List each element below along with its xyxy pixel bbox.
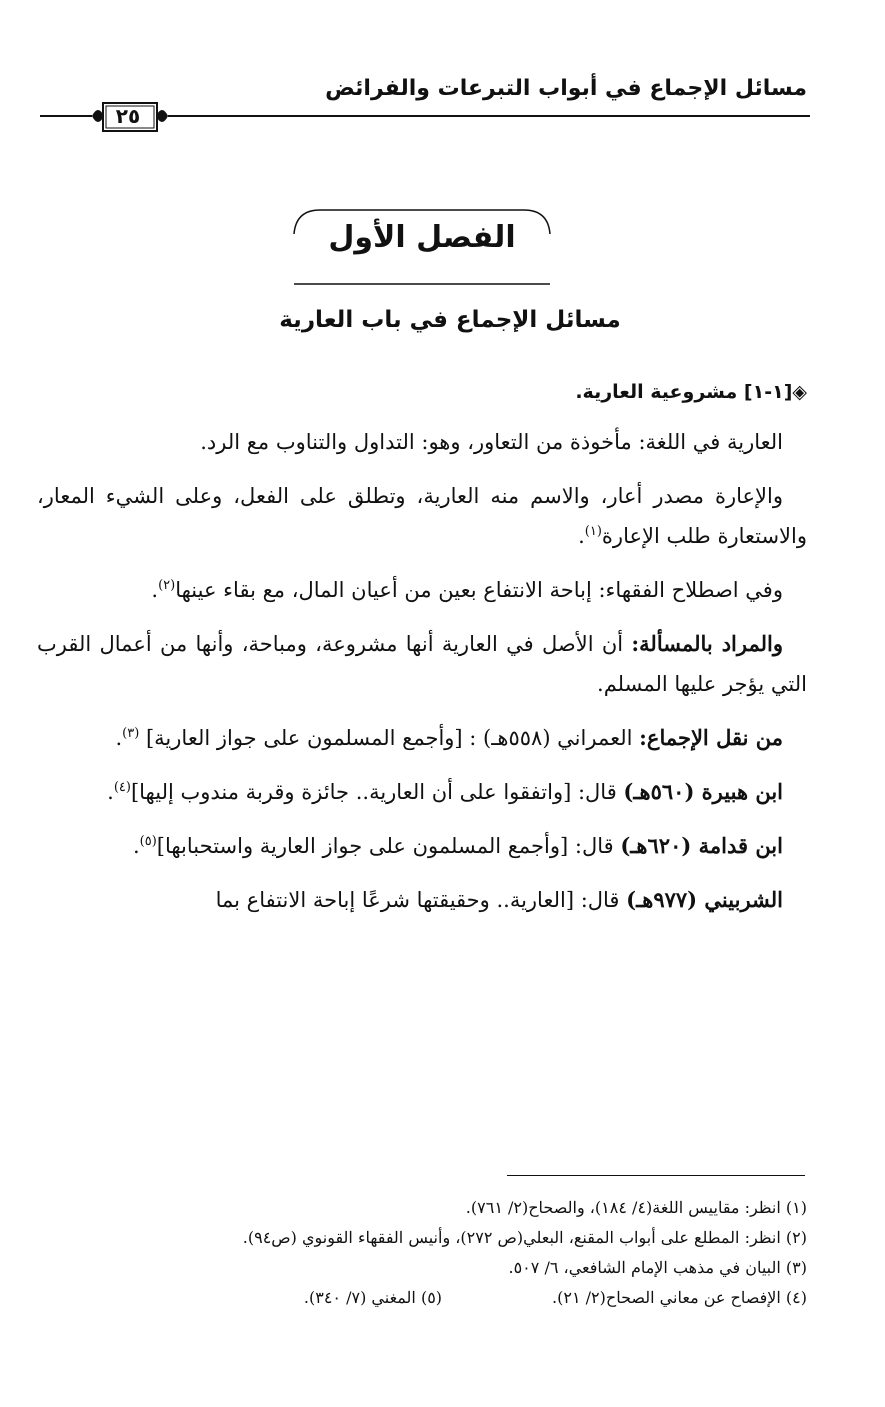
issue-heading (37, 372, 807, 412)
lead-phrase: والمراد بالمسألة: (631, 631, 783, 656)
page-number: ٢٥ (115, 104, 141, 128)
footnote-ref[interactable]: (١) (584, 524, 602, 539)
paragraph-text: قال: [واتفقوا على أن العارية.. جائزة وقربة مندوب إليها] (130, 780, 617, 804)
issue-title: مشروعية العارية. (575, 381, 738, 403)
header-ornament-rule (40, 100, 810, 140)
lead-phrase: ابن هبيرة (٥٦٠هـ) (623, 779, 783, 804)
paragraph-text: أن الأصل في العارية أنها مشروعة، ومباحة، وأنها من أعمال القرب التي يؤجر عليها المسلم. (37, 632, 807, 696)
paragraph-text: قال: [وأجمع المسلمون على جواز العارية واستحبابها] (156, 834, 614, 858)
footnote-3: (٣) البيان في مذهب الإمام الشافعي، ٦/ ٥٠٧. (508, 1258, 807, 1277)
paragraph-consensus-shirbini (37, 880, 807, 920)
paragraph-linguistic-definition (37, 422, 807, 462)
footnote-5: (٥) المغني (٧/ ٣٤٠). (303, 1288, 443, 1307)
section-title: مسائل الإجماع في باب العارية (279, 307, 621, 333)
footnote-2: (٢) انظر: المطلع على أبواب المقنع، البعلي(ص ٢٧٢)، وأنيس الفقهاء القونوي (ص٩٤). (242, 1228, 807, 1247)
issue-number: [١-١] (743, 381, 793, 403)
footnote-4: (٤) الإفصاح عن معاني الصحاح(٢/ ٢١). (552, 1288, 807, 1307)
paragraph-text: العمراني (٥٥٨هـ) : [وأجمع المسلمون على جواز العارية] (145, 726, 633, 750)
paragraph-text: والإعارة مصدر أعار، والاسم منه العارية، وتطلق على الفعل، وعلى الشيء المعار، والاستعارة طلب الإعارة (37, 484, 807, 548)
paragraph-text: وفي اصطلاح الفقهاء: إباحة الانتفاع بعين من أعيان المال، مع بقاء عينها (175, 578, 783, 602)
paragraph-text: قال: [العارية.. وحقيقتها شرعًا إباحة الانتفاع بما (215, 888, 620, 912)
lead-phrase: الشربيني (٩٧٧هـ) (626, 887, 783, 912)
footnotes (27, 1193, 807, 1313)
footnote-ref[interactable]: (٥) (139, 834, 157, 849)
footnote-ref[interactable]: (٢) (158, 578, 176, 593)
diamond-icon: ◈ (792, 381, 807, 403)
footnote-ref[interactable]: (٤) (113, 780, 131, 795)
paragraph-technical-definition: وفي اصطلاح الفقهاء: إباحة الانتفاع بعين من أعيان المال، مع بقاء عينها$^{(٢)}$. (151, 578, 783, 602)
footnote-1: (١) انظر: مقاييس اللغة(٤/ ١٨٤)، والصحاح(٢/ ٧٦١). (465, 1198, 807, 1217)
footnote-ref[interactable]: (٣) (122, 726, 140, 741)
footnote-row (27, 1283, 807, 1313)
lead-phrase: من نقل الإجماع: (639, 725, 783, 750)
footnote-separator (507, 1175, 805, 1176)
running-header-title: مسائل الإجماع في أبواب التبرعات والفرائض (325, 76, 807, 101)
paragraph-consensus-ibn-qudama: ابن قدامة (٦٢٠هـ) قال: [وأجمع المسلمون على جواز العارية واستحبابها]$^{(٥)}$. (132, 833, 783, 858)
paragraph-ieara: والإعارة مصدر أعار، والاسم منه العارية، وتطلق على الفعل، وعلى الشيء المعار، والاستعارة طلب الإعارة$^{(١)}$. (37, 484, 807, 548)
chapter-title: الفصل الأول (328, 220, 516, 255)
paragraph-issue-meaning (37, 624, 807, 704)
lead-phrase: ابن قدامة (٦٢٠هـ) (620, 833, 783, 858)
paragraph-consensus-imrani: من نقل الإجماع: العمراني (٥٥٨هـ) : [وأجمع المسلمون على جواز العارية] $^{(٣)}$. (115, 725, 783, 750)
paragraph-consensus-ibn-hubayra: ابن هبيرة (٥٦٠هـ) قال: [واتفقوا على أن العارية.. جائزة وقربة مندوب إليها]$^{(٤)}$. (107, 779, 783, 804)
paragraph-text: العارية في اللغة: مأخوذة من التعاور، وهو: التداول والتناوب مع الرد. (200, 430, 783, 454)
main-text (37, 372, 807, 934)
